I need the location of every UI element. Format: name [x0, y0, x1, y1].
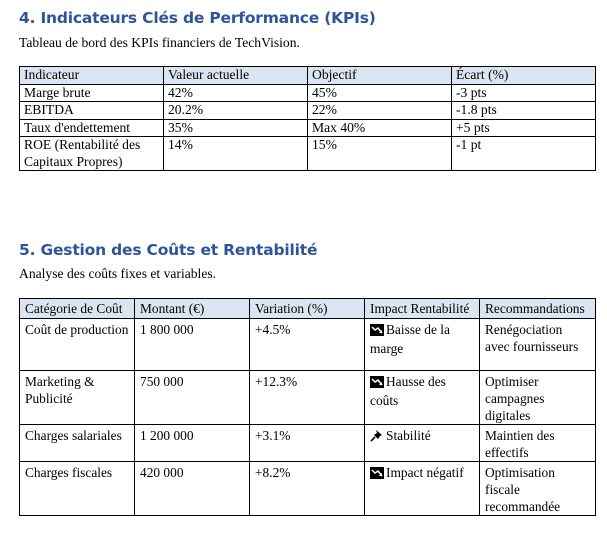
- section4-subtitle: Tableau de bord des KPIs financiers de TechVision.: [19, 35, 300, 50]
- table-header-row: [20, 299, 596, 319]
- chart-down-icon: [370, 323, 384, 340]
- header-cell: Recommandations: [480, 299, 596, 319]
- header-cell: Impact Rentabilité: [365, 299, 480, 319]
- table-cell: -1.8 pts: [452, 102, 596, 120]
- table-cell: 420 000: [135, 462, 250, 516]
- table-header-row: [20, 67, 596, 85]
- table-cell: +8.2%: [250, 462, 365, 516]
- table-cell: -1 pt: [452, 137, 596, 171]
- pushpin-icon: [370, 429, 384, 446]
- header-cell: Valeur actuelle: [164, 67, 308, 85]
- section5-title: 5. Gestion des Coûts et Rentabilité: [19, 241, 318, 259]
- table-cell: Charges fiscales: [20, 462, 135, 516]
- table-row: [20, 102, 596, 120]
- table-cell: +12.3%: [250, 371, 365, 425]
- table-cell: Charges salariales: [20, 425, 135, 462]
- table-cell: Marge brute: [20, 84, 164, 102]
- section5-subtitle: Analyse des coûts fixes et variables.: [19, 266, 217, 281]
- table-cell: Optimisation fiscale recommandée: [480, 462, 596, 516]
- table-cell: ROE (Rentabilité des Capitaux Propres): [20, 137, 164, 171]
- table-cell: 15%: [308, 137, 452, 171]
- header-cell: Catégorie de Coût: [20, 299, 135, 319]
- table-row: [20, 319, 596, 371]
- table-cell: 14%: [164, 137, 308, 171]
- table-cell: EBITDA: [20, 102, 164, 120]
- header-cell: Objectif: [308, 67, 452, 85]
- table-cell: Taux d'endettement: [20, 119, 164, 137]
- table-cell: 20.2%: [164, 102, 308, 120]
- impact-text: Impact négatif: [386, 465, 464, 480]
- table-row: [20, 462, 596, 516]
- impact-cell: [365, 462, 480, 516]
- impact-cell: [365, 371, 480, 425]
- table-cell: 45%: [308, 84, 452, 102]
- table-row: [20, 137, 596, 171]
- table-row: [20, 425, 596, 462]
- header-cell: Écart (%): [452, 67, 596, 85]
- table-cell: 1 800 000: [135, 319, 250, 371]
- kpi-table: [19, 66, 596, 171]
- chart-down-icon: [370, 375, 384, 392]
- table-cell: 750 000: [135, 371, 250, 425]
- header-cell: Variation (%): [250, 299, 365, 319]
- chart-down-icon: [370, 466, 384, 483]
- table-cell: Optimiser campagnes digitales: [480, 371, 596, 425]
- table-cell: Marketing & Publicité: [20, 371, 135, 425]
- table-cell: Maintien des effectifs: [480, 425, 596, 462]
- impact-text: Hausse des coûts: [370, 374, 446, 408]
- table-row: [20, 84, 596, 102]
- header-cell: Montant (€): [135, 299, 250, 319]
- table-cell: Max 40%: [308, 119, 452, 137]
- table-row: [20, 371, 596, 425]
- impact-cell: [365, 319, 480, 371]
- impact-text: Stabilité: [386, 428, 431, 443]
- section4-title: 4. Indicateurs Clés de Performance (KPIs): [19, 9, 376, 27]
- table-cell: 35%: [164, 119, 308, 137]
- table-cell: +5 pts: [452, 119, 596, 137]
- header-cell: Indicateur: [20, 67, 164, 85]
- table-row: [20, 119, 596, 137]
- table-cell: Renégociation avec fournisseurs: [480, 319, 596, 371]
- costs-table: [19, 298, 596, 516]
- table-cell: +3.1%: [250, 425, 365, 462]
- table-cell: 42%: [164, 84, 308, 102]
- table-cell: 22%: [308, 102, 452, 120]
- impact-text: Baisse de la marge: [370, 322, 450, 356]
- table-cell: 1 200 000: [135, 425, 250, 462]
- table-cell: Coût de production: [20, 319, 135, 371]
- table-cell: +4.5%: [250, 319, 365, 371]
- table-cell: -3 pts: [452, 84, 596, 102]
- impact-cell: [365, 425, 480, 462]
